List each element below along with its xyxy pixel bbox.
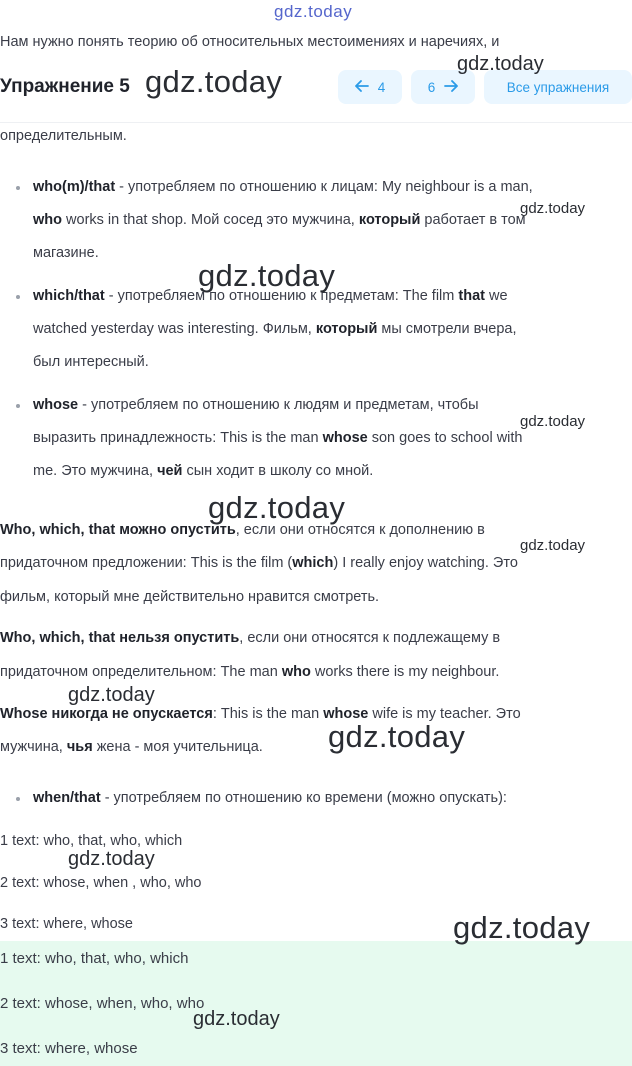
rule-line: придаточном предложении: This is the film (which) I really enjoy watching. Это <box>0 555 518 571</box>
rule-line: мужчина, чья жена - моя учительница. <box>0 739 263 755</box>
watermark: gdz.today <box>68 848 155 870</box>
watermark: gdz.today <box>453 910 591 945</box>
answer-line: 2 text: whose, when, who, who <box>0 995 205 1012</box>
bullet-dot <box>16 295 20 299</box>
answer-line: 3 text: where, whose <box>0 1040 138 1057</box>
watermark: gdz.today <box>198 258 336 293</box>
text-line: 2 text: whose, when , who, who <box>0 875 202 891</box>
answer-line: 1 text: who, that, who, which <box>0 950 189 967</box>
list-item-line: был интересный. <box>33 354 149 370</box>
all-exercises-label: Все упражнения <box>506 79 610 95</box>
list-item-line: выразить принадлежность: This is the man whose son goes to school with <box>33 430 523 446</box>
list-item-line: who(m)/that - употребляем по отношению к лицам: My neighbour is a man, <box>33 179 533 195</box>
text-line: 3 text: where, whose <box>0 916 133 932</box>
rule-line: Whose никогда не опускается: This is the man whose wife is my teacher. Это <box>0 706 521 722</box>
list-item-line: who works in that shop. Мой сосед это мужчина, который работает в том <box>33 212 526 228</box>
watermark: gdz.today <box>520 200 586 217</box>
list-item-line: which/that - употребляем по отношению к предметам: The film that we <box>33 288 508 304</box>
continuation-text: определительным. <box>0 128 127 144</box>
rule-line: Who, which, that можно опустить, если они относятся к дополнению в <box>0 522 485 538</box>
bullet-dot <box>16 186 20 190</box>
list-item-line: whose - употребляем по отношению к людям и предметам, чтобы <box>33 397 479 413</box>
rule-line: Who, which, that нельзя опустить, если они относятся к подлежащему в <box>0 630 501 646</box>
page-title: Упражнение 5 <box>0 76 130 97</box>
watermark: gdz.today <box>145 64 283 99</box>
arrow-right-icon <box>444 80 458 95</box>
next-exercise-label: 6 <box>427 79 436 95</box>
intro-text: Нам нужно понять теорию об относительных местоимениях и наречиях, и <box>0 34 500 50</box>
site-watermark-top: gdz.today <box>274 2 353 21</box>
rule-line: придаточном определительном: The man who works there is my neighbour. <box>0 664 500 680</box>
bullet-dot <box>16 404 20 408</box>
watermark: gdz.today <box>193 1008 280 1030</box>
watermark: gdz.today <box>520 413 586 430</box>
rule-line: фильм, который мне действительно нравится смотреть. <box>0 589 380 605</box>
watermark: gdz.today <box>328 719 466 754</box>
prev-exercise-label: 4 <box>377 79 386 95</box>
arrow-left-icon <box>355 80 369 95</box>
list-item-line: when/that - употребляем по отношению ко времени (можно опускать): <box>33 790 507 806</box>
bullet-dot <box>16 797 20 801</box>
list-item-line: магазине. <box>33 245 99 261</box>
watermark: gdz.today <box>457 53 544 75</box>
list-item-line: me. Это мужчина, чей сын ходит в школу со мной. <box>33 463 374 479</box>
watermark: gdz.today <box>68 684 155 706</box>
prev-exercise-button[interactable] <box>338 70 402 104</box>
text-line: 1 text: who, that, who, which <box>0 833 183 849</box>
watermark: gdz.today <box>520 537 586 554</box>
list-item-line: watched yesterday was interesting. Фильм, который мы смотрели вчера, <box>33 321 517 337</box>
watermark: gdz.today <box>208 490 346 525</box>
